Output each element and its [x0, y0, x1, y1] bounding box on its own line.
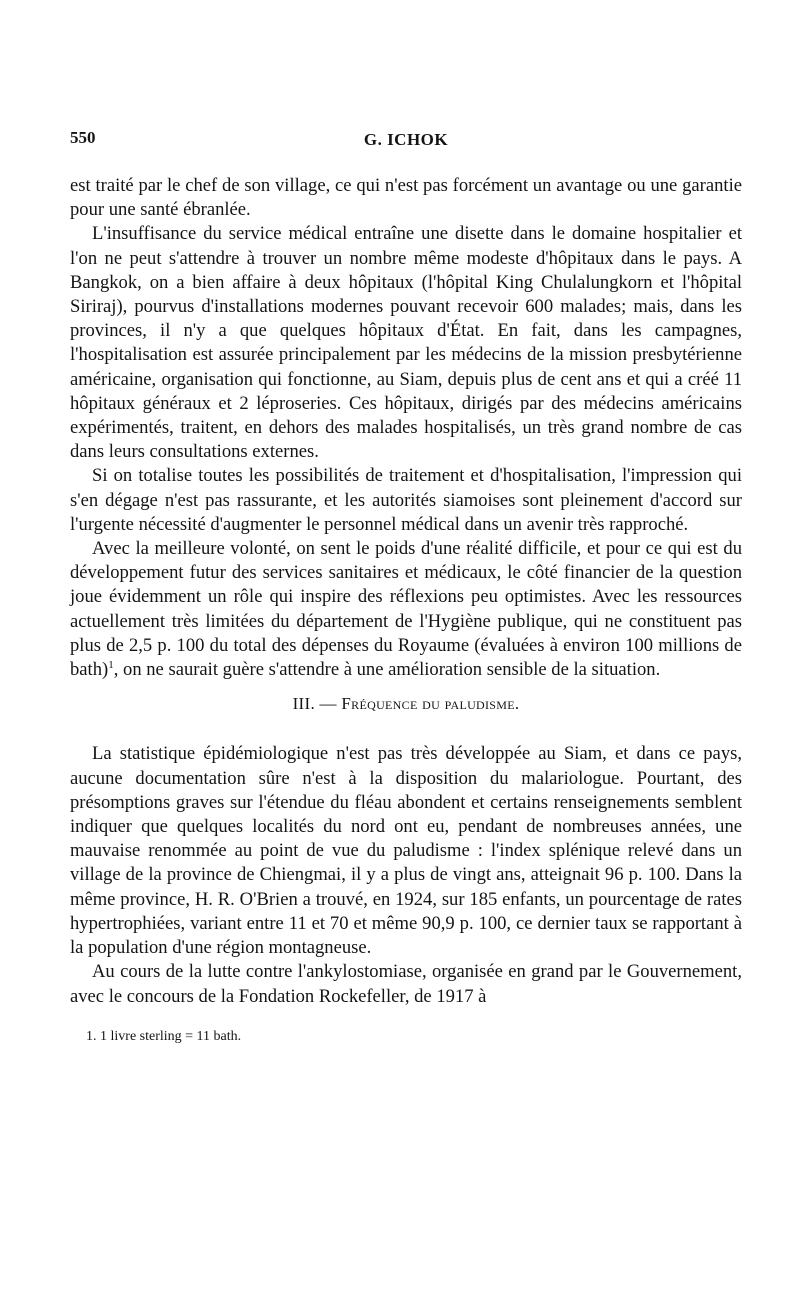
- footnote-marker: 1: [108, 658, 114, 671]
- paragraph-text-continued: , on ne saurait guère s'attendre à une amélioration sensible de la situation.: [113, 659, 661, 681]
- book-page: [70, 128, 742, 1045]
- page-header: [70, 128, 742, 154]
- paragraph-text: Avec la meilleure volonté, on sent le poids d'une réalité difficile, et pour ce qui est du développement futur des services sanitaires et médicaux, le côté financier de la question joue évidemment un rôle qui inspire des réflexions peu optimistes. Avec les ressources actuellement très limitées du département de l'Hygiène publique, qui ne constituent pas plus de 2,5 p. 100 du total des dépenses du Royaume (évaluées à environ 100 millions de bath): [70, 538, 742, 681]
- paragraph: [70, 537, 742, 682]
- paragraph: est traité par le chef de son village, ce qui n'est pas forcément un avantage ou une garantie pour une santé ébranlée.: [70, 175, 742, 221]
- paragraph: L'insuffisance du service médical entraîne une disette dans le domaine hospitalier et l'on ne peut s'attendre à trouver un nombre même modeste d'hôpitaux dans le pays. A Bangkok, on a bien affaire à deux hôpitaux (l'hôpital King Chulalungkorn et l'hôpital Siriraj), pourvus d'installations modernes pouvant recevoir 600 malades; mais, dans les provinces, il n'y a que quelques hôpitaux d'État. En fait, dans les campagnes, l'hospitalisation est assurée principalement par les médecins de la mission presbytérienne américaine, organisation qui fonctionne, au Siam, depuis plus de cent ans et qui a créé 11 hôpitaux généraux et 2 léproseries. Ces hôpitaux, dirigés par des médecins américains expérimentés, traitent, en dehors des malades hospitalisés, un très grand nombre de cas dans leurs consultations externes.: [70, 223, 742, 463]
- paragraph: Au cours de la lutte contre l'ankylostomiase, organisée en grand par le Gouvernement, avec le concours de la Fondation Rockefeller, de 1917 à: [70, 961, 742, 1007]
- section-number: III. —: [292, 694, 337, 714]
- paragraph: La statistique épidémiologique n'est pas très développée au Siam, et dans ce pays, aucune documentation sûre n'est à la disposition du malariologue. Pourtant, des présomptions graves sur l'étendue du fléau abondent et certains renseignements semblent indiquer que quelques localités du nord ont eu, pendant de nombreuses années, une mauvaise renommée au point de vue du paludisme : l'index splénique relevé dans un village de la province de Chiengmai, il y a plus de vingt ans, atteignait 96 p. 100. Dans la même province, H. R. O'Brien a trouvé, en 1924, sur 185 enfants, un pourcentage de rates hypertrophiées, variant entre 11 et 70 et même 90,9 p. 100, ce dernier taux se rapportant à la population d'une région montagneuse.: [70, 743, 742, 959]
- running-title: G. ICHOK: [363, 130, 449, 149]
- section-heading: [70, 692, 742, 716]
- paragraph: Si on totalise toutes les possibilités de traitement et d'hospitalisation, l'impression qui s'en dégage n'est pas rassurante, et les autorités siamoises sont pleinement d'accord sur l'urgente nécessité d'augmenter le personnel médical dans un avenir très rapproché.: [70, 465, 742, 535]
- footnote: 1. 1 livre sterling = 11 bath.: [86, 1028, 242, 1044]
- page-body: [70, 174, 742, 1009]
- page-number: 550: [70, 128, 96, 147]
- section-title: Fréquence du paludisme.: [341, 694, 520, 714]
